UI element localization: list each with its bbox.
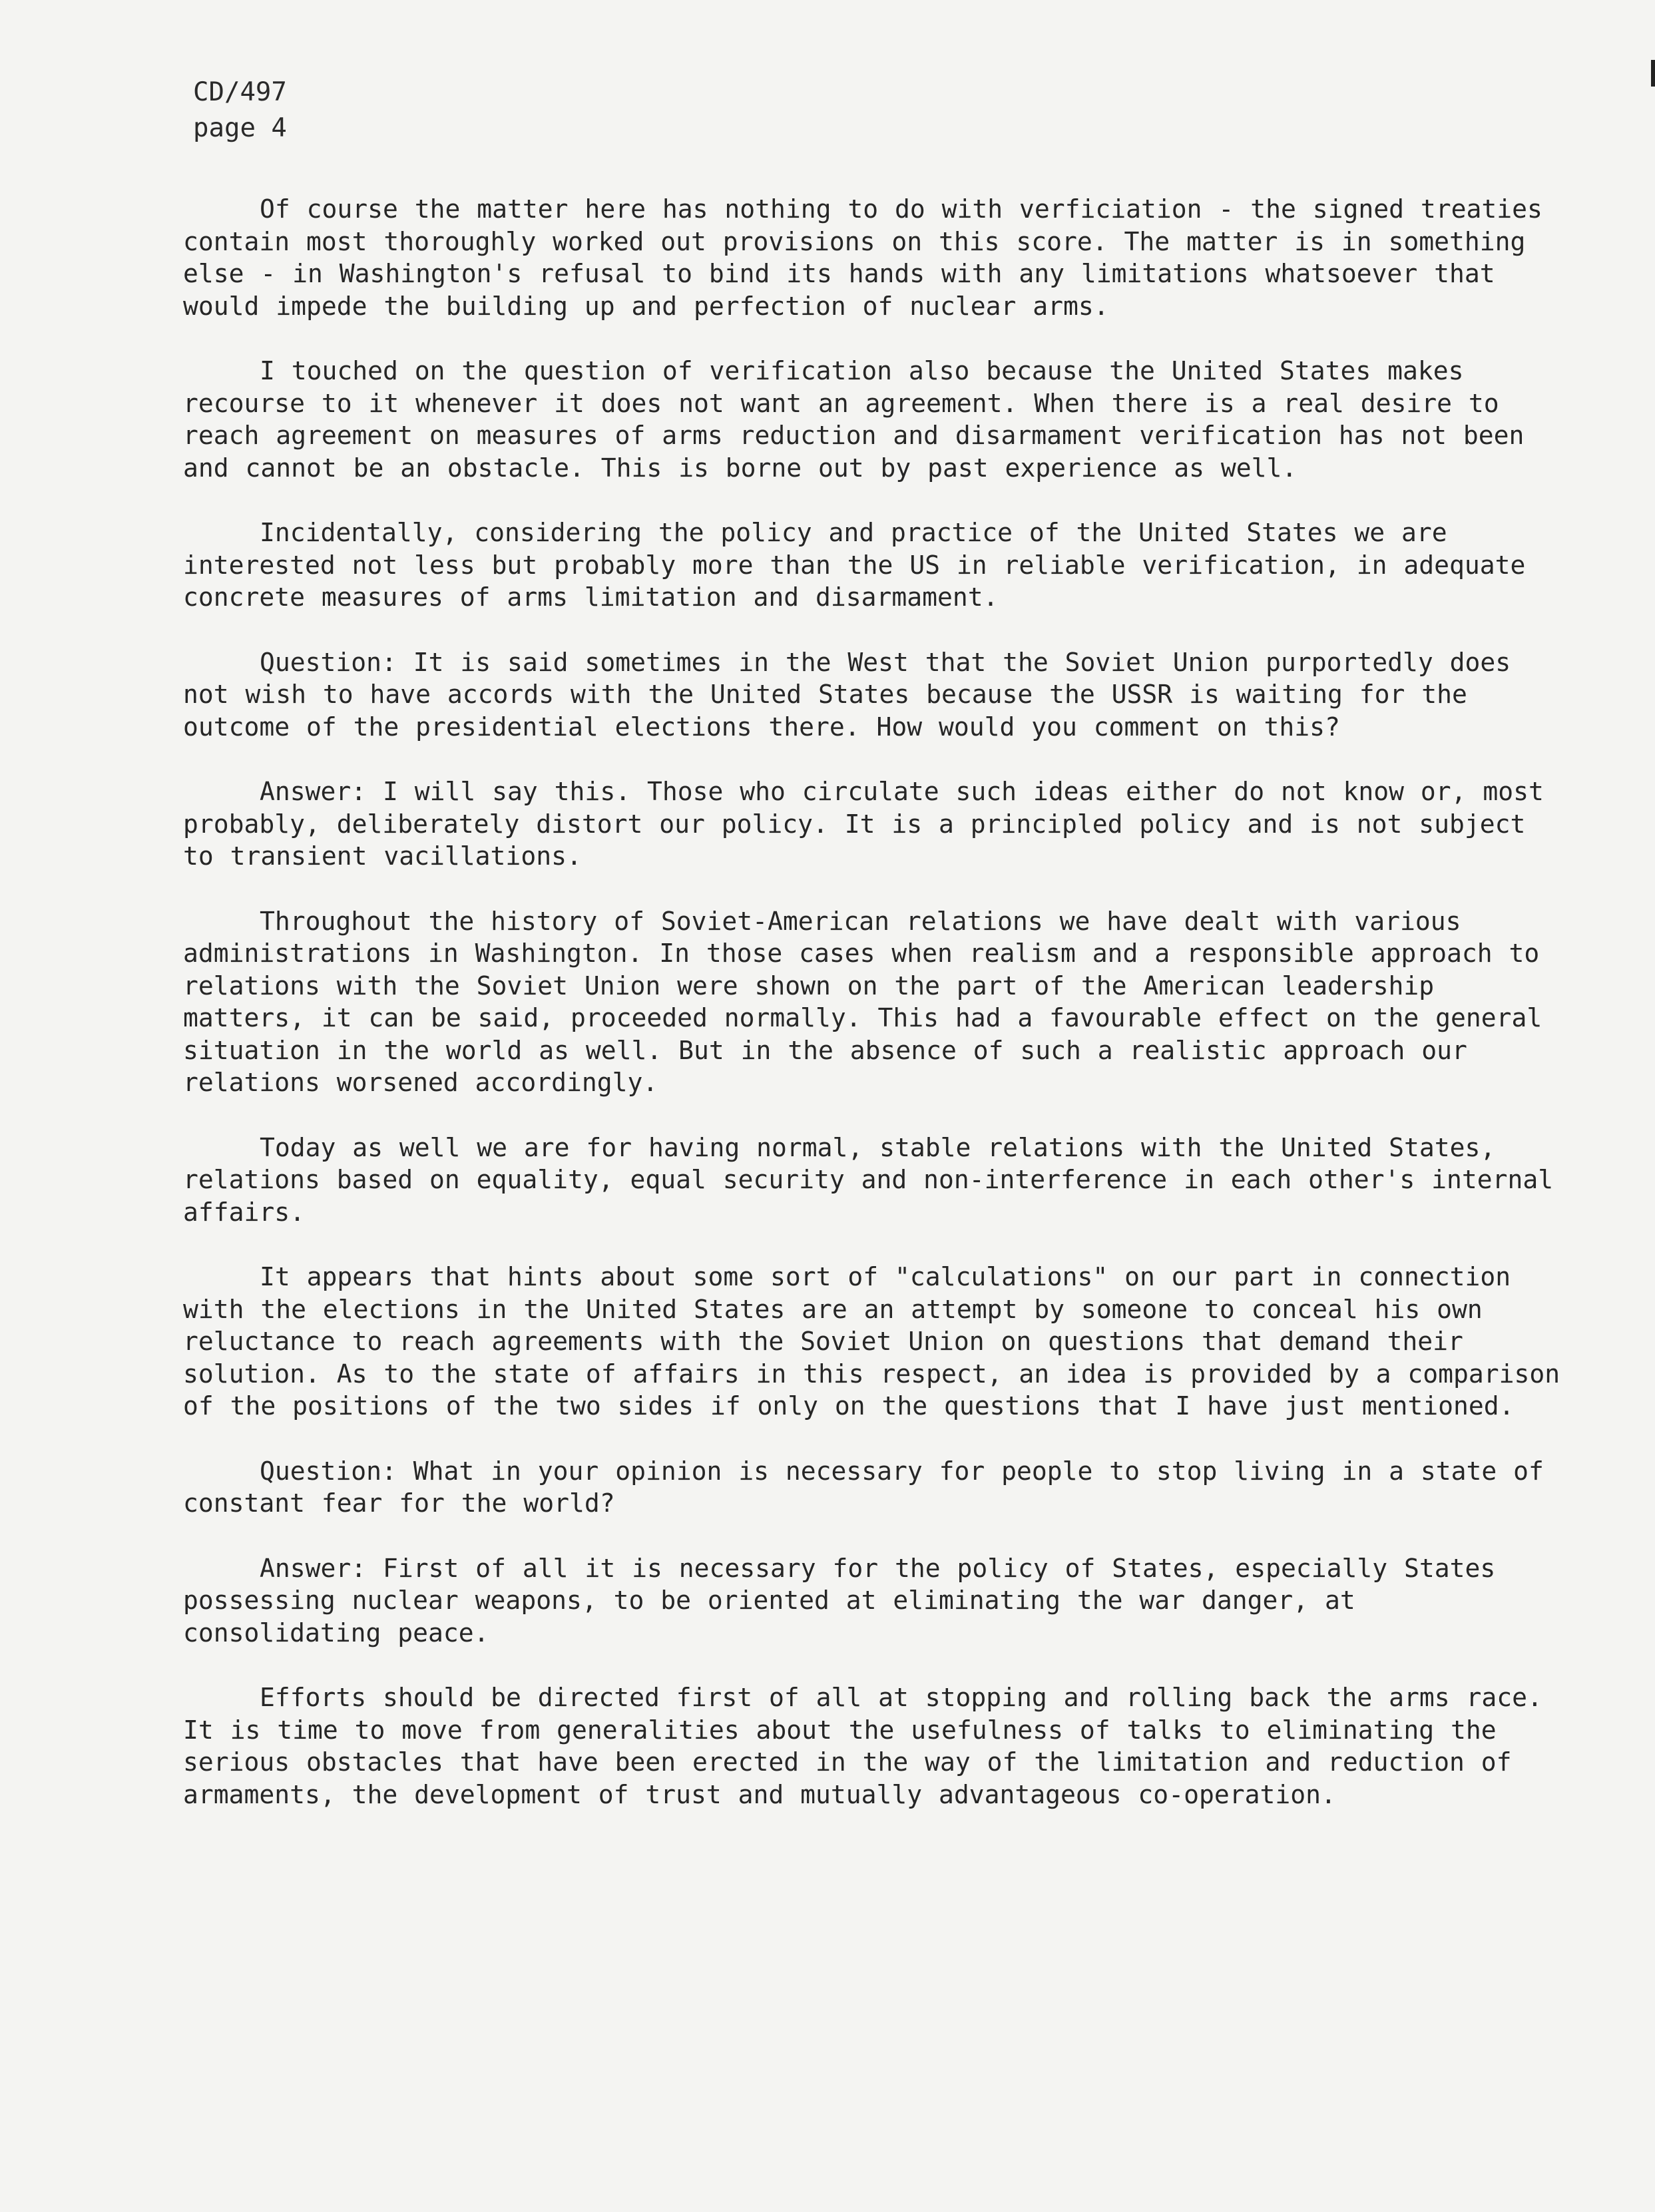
paragraph-soviet-american-history: Throughout the history of Soviet-American relations we have dealt with various administrations in Washington. In those cases when realism and a responsible approach to relations with the Soviet Union were shown on the part of the American leadership matters, it can be said, proceeded normally. This had a favourable effect on the general situation in the world as well. But in the absence of such a realistic approach our relations worsened accordingly.	[183, 906, 1542, 1097]
document-header	[193, 75, 287, 146]
document-body	[183, 193, 1568, 1843]
document-symbol: CD/497	[193, 77, 287, 107]
paragraph-question-elections: Question: It is said sometimes in the West that the Soviet Union purportedly does not wish to have accords with the United States because the USSR is waiting for the outcome of the presidential elections there. How would you comment on this?	[183, 647, 1511, 742]
paragraph-verification-recourse: I touched on the question of verification also because the United States makes recourse to it whenever it does not want an agreement. When there is a real desire to reach agreement on measures of arms reduction and disarmament verification has not been and cannot be an obstacle. This is borne out by past experience as well.	[183, 356, 1525, 483]
paragraph-question-fear: Question: What in your opinion is necessary for people to stop living in a state of constant fear for the world?	[183, 1456, 1544, 1518]
page-number: page 4	[193, 113, 287, 143]
paragraph-answer-war-danger: Answer: First of all it is necessary for the policy of States, especially States possessing nuclear weapons, to be oriented at eliminating the war danger, at consolidating peace.	[183, 1553, 1496, 1648]
paragraph-answer-principled-policy: Answer: I will say this. Those who circulate such ideas either do not know or, most probably, deliberately distort our policy. It is a principled policy and is not subject to transient vacillations.	[183, 777, 1544, 871]
paragraph-verification-treaties: Of course the matter here has nothing to do with verficiation - the signed treaties contain most thoroughly worked out provisions on this score. The matter is in something else - in Washington's refusal to bind its hands with any limitations whatsoever that would impede the building up and perfection of nuclear arms.	[183, 194, 1542, 321]
paragraph-normal-relations: Today as well we are for having normal, stable relations with the United States, relations based on equality, equal security and non-interference in each other's internal affairs.	[183, 1132, 1554, 1227]
paragraph-arms-race: Efforts should be directed first of all at stopping and rolling back the arms race. It is time to move from generalities about the usefulness of talks to eliminating the serious obstacles that have been erected in the way of the limitation and reduction of armaments, the development of trust and mutually advantageous co-operation.	[183, 1683, 1542, 1809]
paragraph-reliable-verification: Incidentally, considering the policy and practice of the United States we are interested not less but probably more than the US in reliable verification, in adequate concrete measures of arms limitation and disarmament.	[183, 518, 1526, 612]
page-edge-mark	[1651, 60, 1655, 87]
paragraph-calculations-hints: It appears that hints about some sort of "calculations" on our part in connection with the elections in the United States are an attempt by someone to conceal his own reluctance to reach agreements with the Soviet Union on questions that demand their solution. As to the state of affairs in this respect, an idea is provided by a comparison of the positions of the two sides if only on the questions that I have just mentioned.	[183, 1262, 1560, 1421]
